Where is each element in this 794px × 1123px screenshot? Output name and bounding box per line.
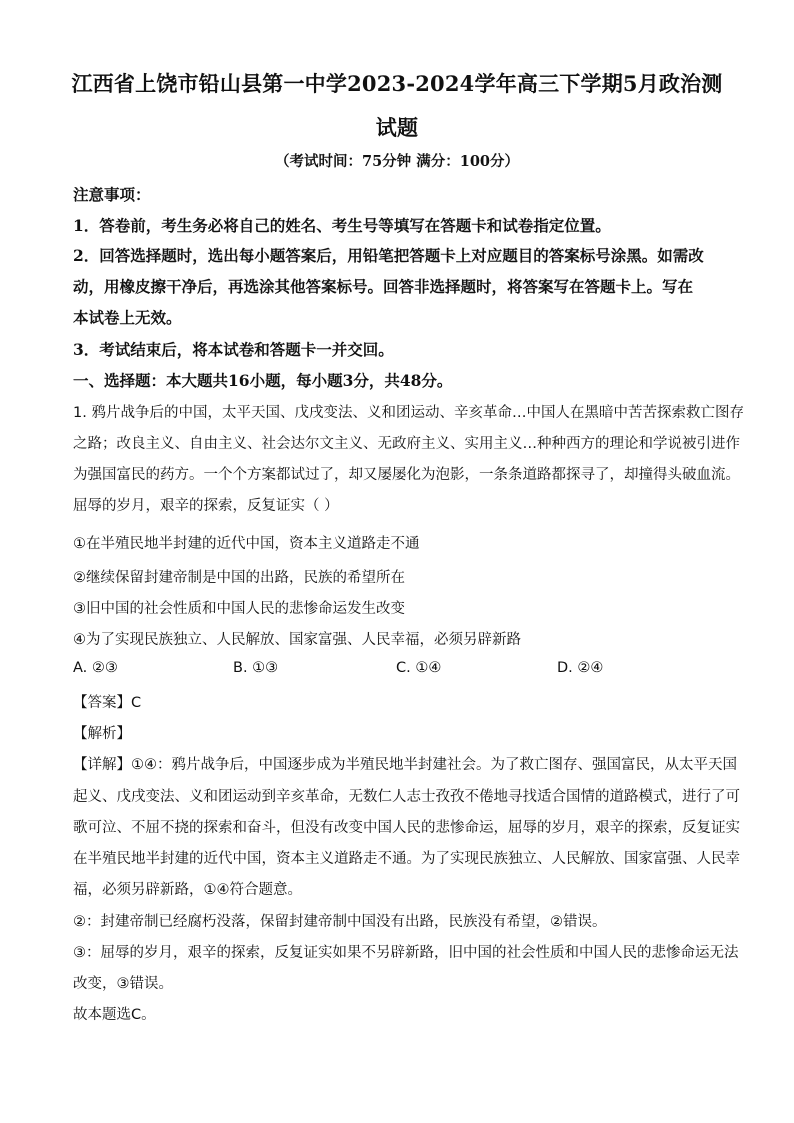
- detail-line3: 歌可泣、不屈不挠的探索和奋斗，但没有改变中国人民的悲惨命运，屈辱的岁月，艰辛的探索，反复证实: [73, 820, 740, 836]
- section-heading: 一、选择题：本大题共16小题，每小题3分，共48分。: [73, 371, 453, 390]
- notice-item-2-line3: 本试卷上无效。: [73, 308, 182, 327]
- detail-statement-3-line2: 改变，③错误。: [73, 976, 173, 992]
- detail-line4: 在半殖民地半封建的近代中国，资本主义道路走不通。为了实现民族独立、人民解放、国家富强、人民幸: [73, 851, 740, 867]
- option-a: A. ②③: [73, 660, 118, 676]
- notice-item-3: 3．考试结束后，将本试卷和答题卡一并交回。: [73, 340, 394, 359]
- question-stem-line1: 1. 鸦片战争后的中国，太平天国、戊戌变法、义和团运动、辛亥革命…中国人在黑暗中苦苦探索救亡图存: [73, 405, 744, 421]
- option-d: D. ②④: [557, 660, 604, 676]
- question-stem-line3: 为强国富民的药方。一个个方案都试过了，却又屡屡化为泡影，一条条道路都探寻了，却撞得头破血流。: [73, 467, 740, 483]
- question-stem-line4: 屈辱的岁月，艰辛的探索，反复证实（ ）: [73, 498, 339, 514]
- statement-4: ④为了实现民族独立、人民解放、国家富强、人民幸福，必须另辟新路: [73, 632, 521, 648]
- notice-item-2-line2: 动，用橡皮擦干净后，再选涂其他答案标号。回答非选择题时，将答案写在答题卡上。写在: [73, 277, 694, 296]
- analysis-heading: 【解析】: [73, 726, 131, 742]
- detail-line5: 福，必须另辟新路，①④符合题意。: [73, 882, 302, 898]
- statement-1: ①在半殖民地半封建的近代中国，资本主义道路走不通: [73, 536, 420, 552]
- document-title-line2: 试题: [375, 115, 419, 140]
- question-stem-line2: 之路；改良主义、自由主义、社会达尔文主义、无政府主义、实用主义…种种西方的理论和学说被引进作: [73, 436, 740, 452]
- document-title-line1: 江西省上饶市铅山县第一中学2023-2024学年高三下学期5月政治测: [71, 71, 723, 96]
- notice-item-2-line1: 2．回答选择题时，选出每小题答案后，用铅笔把答题卡上对应题目的答案标号涂黑。如需改: [73, 246, 704, 265]
- notice-heading: 注意事项：: [73, 185, 151, 204]
- answer-label: 【答案】C: [73, 695, 142, 711]
- detail-statement-2: ②：封建帝制已经腐朽没落，保留封建帝制中国没有出路，民族没有希望，②错误。: [73, 914, 607, 930]
- exam-info: （考试时间：75分钟 满分：100分）: [275, 153, 519, 170]
- detail-statement-3-line1: ③：屈辱的岁月，艰辛的探索，反复证实如果不另辟新路，旧中国的社会性质和中国人民的悲惨命运无法: [73, 945, 739, 961]
- conclusion: 故本题选C。: [73, 1007, 156, 1023]
- option-c: C. ①④: [396, 660, 442, 676]
- statement-2: ②继续保留封建帝制是中国的出路，民族的希望所在: [73, 570, 405, 586]
- option-b: B. ①③: [233, 660, 279, 676]
- detail-line1: 【详解】①④：鸦片战争后，中国逐步成为半殖民地半封建社会。为了救亡图存、强国富民，从太平天国: [73, 757, 737, 773]
- detail-line2: 起义、戊戌变法、义和团运动到辛亥革命，无数仁人志士孜孜不倦地寻找适合国情的道路模式，进行了可: [73, 789, 740, 805]
- statement-3: ③旧中国的社会性质和中国人民的悲惨命运发生改变: [73, 601, 405, 617]
- notice-item-1: 1．答卷前，考生务必将自己的姓名、考生号等填写在答题卡和试卷指定位置。: [73, 216, 611, 235]
